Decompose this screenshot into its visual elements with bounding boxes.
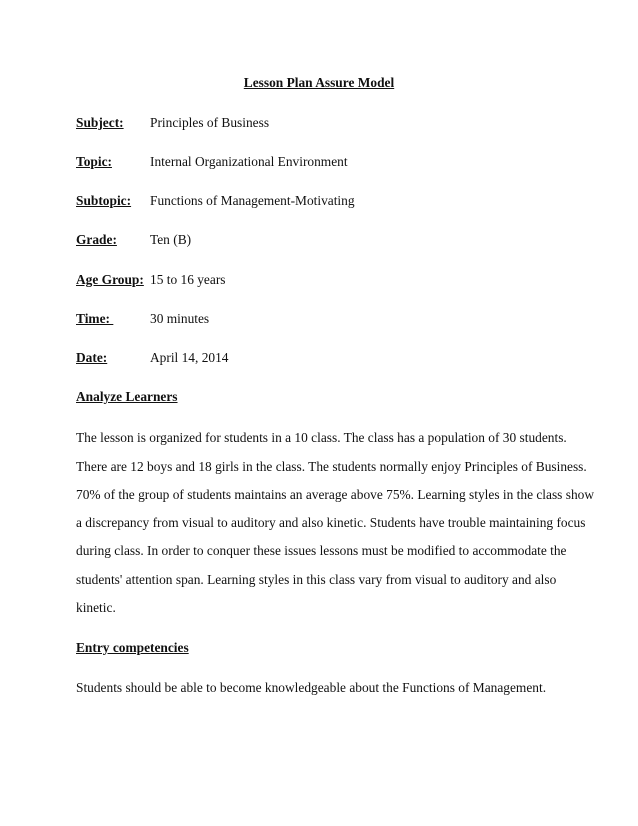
- entry-competencies-heading: Entry competencies: [76, 640, 189, 655]
- field-value: Functions of Management-Motivating: [150, 193, 355, 208]
- entry-competencies-text: Students should be able to become knowledgeable about the Functions of Management.: [76, 680, 547, 695]
- document-title: Lesson Plan Assure Model: [243, 75, 395, 90]
- paragraph-line: during class. In order to conquer these issues lessons must be modified to accommodate the: [76, 543, 567, 558]
- field-label: Subtopic:: [76, 193, 132, 208]
- field-label: Age Group:: [76, 272, 144, 287]
- field-value: 15 to 16 years: [150, 272, 226, 287]
- field-grade: [76, 232, 576, 250]
- paragraph-line: kinetic.: [76, 600, 116, 615]
- paragraph-line: There are 12 boys and 18 girls in the class. The students normally enjoy Principles of Business.: [76, 459, 587, 474]
- paragraph-line: The lesson is organized for students in a 10 class. The class has a population of 30 students.: [76, 430, 567, 445]
- paragraph-line: 70% of the group of students maintains an average above 75%. Learning styles in the class show: [76, 487, 595, 502]
- field-value: 30 minutes: [150, 311, 210, 326]
- field-label: Topic:: [76, 154, 112, 169]
- field-value: Ten (B): [150, 232, 192, 247]
- field-subject: [76, 115, 576, 133]
- field-time: [76, 311, 576, 329]
- field-value: April 14, 2014: [150, 350, 229, 365]
- field-date: [76, 350, 576, 368]
- field-label: Subject:: [76, 115, 124, 130]
- field-topic: [76, 154, 576, 172]
- field-label: Date:: [76, 350, 108, 365]
- paragraph-line: students' attention span. Learning styles in this class vary from visual to auditory and also: [76, 572, 557, 587]
- field-age-group: [76, 272, 576, 290]
- analyze-learners-heading: Analyze Learners: [76, 389, 178, 404]
- field-value: Internal Organizational Environment: [150, 154, 348, 169]
- field-label: Grade:: [76, 232, 117, 247]
- field-label: Time:: [76, 311, 114, 326]
- field-value: Principles of Business: [150, 115, 270, 130]
- paragraph-line: a discrepancy from visual to auditory and also kinetic. Students have trouble maintaining focus: [76, 515, 586, 530]
- field-subtopic: [76, 193, 576, 211]
